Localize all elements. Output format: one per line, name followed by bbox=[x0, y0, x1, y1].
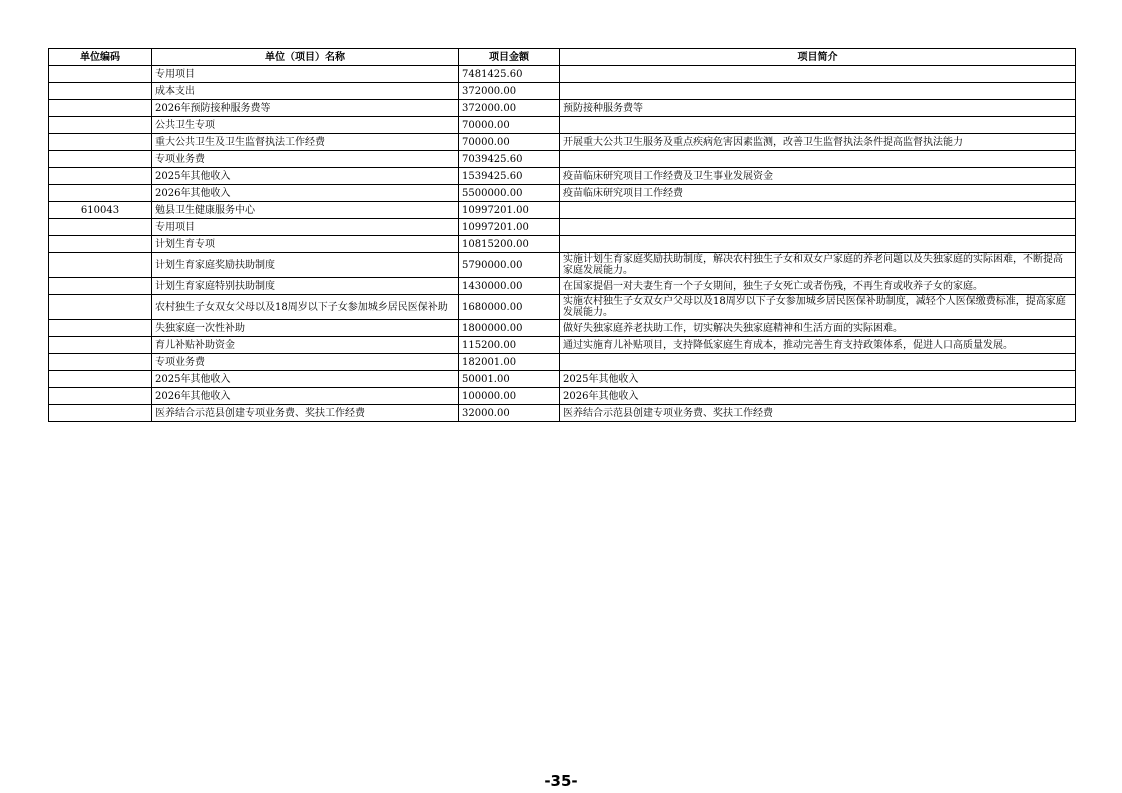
project-amount-cell: 70000.00 bbox=[459, 117, 560, 134]
project-description-cell: 2026年其他收入 bbox=[560, 388, 1076, 405]
project-amount-cell: 5790000.00 bbox=[459, 253, 560, 278]
project-description-cell: 疫苗临床研究项目工作经费及卫生事业发展资金 bbox=[560, 168, 1076, 185]
project-description-cell: 预防接种服务费等 bbox=[560, 100, 1076, 117]
project-name-cell: 计划生育家庭奖励扶助制度 bbox=[152, 253, 459, 278]
table-row bbox=[49, 405, 1076, 422]
table-row bbox=[49, 219, 1076, 236]
unit-code-cell bbox=[49, 219, 152, 236]
page-number: -35- bbox=[544, 772, 578, 790]
project-amount-cell: 1680000.00 bbox=[459, 295, 560, 320]
unit-code-cell bbox=[49, 337, 152, 354]
project-amount-cell: 70000.00 bbox=[459, 134, 560, 151]
project-description-cell: 实施计划生育家庭奖励扶助制度，解决农村独生子女和双女户家庭的养老问题以及失独家庭的实际困难，不断提高家庭发展能力。 bbox=[560, 253, 1076, 278]
table-row bbox=[49, 337, 1076, 354]
project-amount-cell: 100000.00 bbox=[459, 388, 560, 405]
unit-code-cell bbox=[49, 100, 152, 117]
header-project-description: 项目简介 bbox=[560, 49, 1076, 66]
project-description-cell bbox=[560, 236, 1076, 253]
unit-code-cell bbox=[49, 405, 152, 422]
unit-code-cell bbox=[49, 168, 152, 185]
table-row bbox=[49, 354, 1076, 371]
project-amount-cell: 10815200.00 bbox=[459, 236, 560, 253]
project-amount-cell: 50001.00 bbox=[459, 371, 560, 388]
unit-code-cell bbox=[49, 354, 152, 371]
project-name-cell: 勉县卫生健康服务中心 bbox=[152, 202, 459, 219]
project-description-cell: 实施农村独生子女双女户父母以及18周岁以下子女参加城乡居民医保补助制度，减轻个人医保缴费标准，提高家庭发展能力。 bbox=[560, 295, 1076, 320]
project-amount-cell: 115200.00 bbox=[459, 337, 560, 354]
project-name-cell: 医养结合示范县创建专项业务费、奖扶工作经费 bbox=[152, 405, 459, 422]
project-description-cell bbox=[560, 151, 1076, 168]
table-row bbox=[49, 253, 1076, 278]
project-description-cell bbox=[560, 66, 1076, 83]
project-name-cell: 2026年其他收入 bbox=[152, 185, 459, 202]
project-description-cell bbox=[560, 202, 1076, 219]
table-row bbox=[49, 83, 1076, 100]
project-description-cell bbox=[560, 83, 1076, 100]
project-amount-cell: 10997201.00 bbox=[459, 219, 560, 236]
unit-code-cell bbox=[49, 117, 152, 134]
project-description-cell: 2025年其他收入 bbox=[560, 371, 1076, 388]
project-name-cell: 公共卫生专项 bbox=[152, 117, 459, 134]
unit-code-cell: 610043 bbox=[49, 202, 152, 219]
project-amount-cell: 1539425.60 bbox=[459, 168, 560, 185]
project-name-cell: 专项业务费 bbox=[152, 151, 459, 168]
table-row bbox=[49, 320, 1076, 337]
project-name-cell: 2026年预防接种服务费等 bbox=[152, 100, 459, 117]
table-header bbox=[49, 49, 1076, 66]
project-description-cell: 做好失独家庭养老扶助工作，切实解决失独家庭精神和生活方面的实际困难。 bbox=[560, 320, 1076, 337]
table-row bbox=[49, 66, 1076, 83]
table-row bbox=[49, 185, 1076, 202]
table-row bbox=[49, 371, 1076, 388]
project-name-cell: 重大公共卫生及卫生监督执法工作经费 bbox=[152, 134, 459, 151]
unit-code-cell bbox=[49, 278, 152, 295]
project-amount-cell: 1800000.00 bbox=[459, 320, 560, 337]
project-name-cell: 专用项目 bbox=[152, 66, 459, 83]
table-row bbox=[49, 278, 1076, 295]
unit-code-cell bbox=[49, 388, 152, 405]
unit-code-cell bbox=[49, 185, 152, 202]
project-budget-table bbox=[48, 48, 1076, 422]
header-unit-project-name: 单位（项目）名称 bbox=[152, 49, 459, 66]
header-row bbox=[49, 49, 1076, 66]
project-name-cell: 计划生育专项 bbox=[152, 236, 459, 253]
unit-code-cell bbox=[49, 236, 152, 253]
project-amount-cell: 32000.00 bbox=[459, 405, 560, 422]
project-name-cell: 育儿补贴补助资金 bbox=[152, 337, 459, 354]
project-amount-cell: 7481425.60 bbox=[459, 66, 560, 83]
table-row bbox=[49, 295, 1076, 320]
header-unit-code: 单位编码 bbox=[49, 49, 152, 66]
project-name-cell: 2025年其他收入 bbox=[152, 168, 459, 185]
project-description-cell bbox=[560, 219, 1076, 236]
project-description-cell bbox=[560, 354, 1076, 371]
header-project-amount: 项目金额 bbox=[459, 49, 560, 66]
table-row bbox=[49, 236, 1076, 253]
project-name-cell: 计划生育家庭特别扶助制度 bbox=[152, 278, 459, 295]
unit-code-cell bbox=[49, 320, 152, 337]
project-amount-cell: 372000.00 bbox=[459, 83, 560, 100]
project-amount-cell: 5500000.00 bbox=[459, 185, 560, 202]
unit-code-cell bbox=[49, 83, 152, 100]
project-name-cell: 专项业务费 bbox=[152, 354, 459, 371]
project-name-cell: 失独家庭一次性补助 bbox=[152, 320, 459, 337]
project-name-cell: 2025年其他收入 bbox=[152, 371, 459, 388]
project-description-cell: 疫苗临床研究项目工作经费 bbox=[560, 185, 1076, 202]
project-description-cell: 通过实施育儿补贴项目，支持降低家庭生育成本，推动完善生育支持政策体系，促进人口高质量发展。 bbox=[560, 337, 1076, 354]
project-description-cell bbox=[560, 117, 1076, 134]
project-amount-cell: 10997201.00 bbox=[459, 202, 560, 219]
unit-code-cell bbox=[49, 253, 152, 278]
table-body bbox=[49, 66, 1076, 422]
project-name-cell: 农村独生子女双女父母以及18周岁以下子女参加城乡居民医保补助 bbox=[152, 295, 459, 320]
project-name-cell: 成本支出 bbox=[152, 83, 459, 100]
project-name-cell: 专用项目 bbox=[152, 219, 459, 236]
project-amount-cell: 182001.00 bbox=[459, 354, 560, 371]
project-amount-cell: 372000.00 bbox=[459, 100, 560, 117]
unit-code-cell bbox=[49, 66, 152, 83]
project-amount-cell: 7039425.60 bbox=[459, 151, 560, 168]
unit-code-cell bbox=[49, 371, 152, 388]
project-name-cell: 2026年其他收入 bbox=[152, 388, 459, 405]
unit-code-cell bbox=[49, 151, 152, 168]
table-row bbox=[49, 151, 1076, 168]
table-row bbox=[49, 117, 1076, 134]
project-description-cell: 开展重大公共卫生服务及重点疾病危害因素监测，改善卫生监督执法条件提高监督执法能力 bbox=[560, 134, 1076, 151]
table-row bbox=[49, 100, 1076, 117]
unit-code-cell bbox=[49, 134, 152, 151]
table-row bbox=[49, 388, 1076, 405]
project-description-cell: 在国家提倡一对夫妻生育一个子女期间，独生子女死亡或者伤残，不再生育或收养子女的家庭。 bbox=[560, 278, 1076, 295]
table-row bbox=[49, 134, 1076, 151]
table-row bbox=[49, 202, 1076, 219]
project-description-cell: 医养结合示范县创建专项业务费、奖扶工作经费 bbox=[560, 405, 1076, 422]
table-row bbox=[49, 168, 1076, 185]
unit-code-cell bbox=[49, 295, 152, 320]
project-amount-cell: 1430000.00 bbox=[459, 278, 560, 295]
